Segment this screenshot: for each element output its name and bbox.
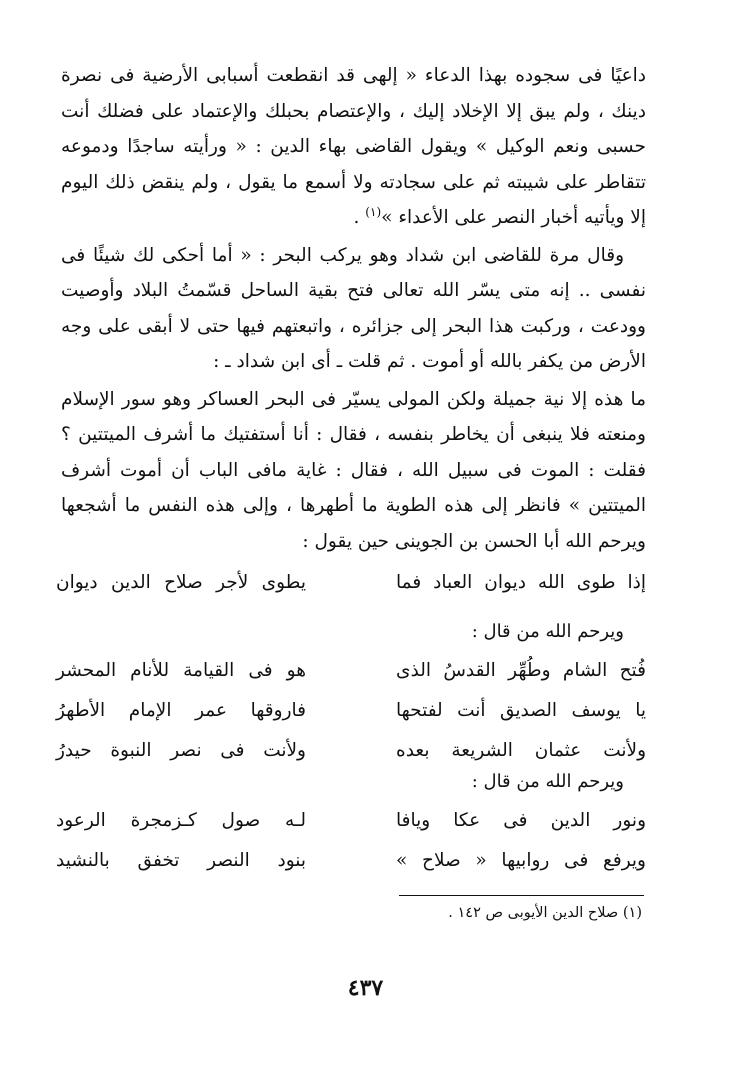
poet-intro: ويرحم الله من قال :: [471, 771, 624, 792]
poem-conquest: [56, 660, 646, 780]
verse: [56, 810, 646, 850]
poet-intro-block: [56, 614, 646, 650]
paragraph-prayer: [61, 58, 646, 236]
hemistich-second: يطوى لأجر صلاح الدين ديوان: [56, 572, 306, 593]
poet-intro: ويرحم الله من قال :: [471, 621, 624, 642]
paragraph-sea: [61, 238, 646, 380]
hemistich-first: ونور الدين فى عكا ويافا: [396, 810, 646, 831]
paragraph-text: داعيًا فى سجوده بهذا الدعاء « إلهى قد انقطعت أسبابى الأرضية فى نصرة دينك ، ولم يبق إلا الإخلاد إليك ، والإعتصام بحبلك والإعتماد على فضلك أنت حسبى ونعم الوكيل » ويقول القاضى بهاء الدين : « ورأيته ساجدًا ودموعه تتقاطر على شيبته ثم على سجادته ولا أسمع ما يقول ، ولم ينقض ذلك اليوم إلا ويأتيه أخبار النصر على الأعداء »: [61, 65, 646, 228]
footnote-divider: [399, 895, 644, 896]
poet-intro-block: [56, 764, 646, 800]
page-number: ٤٣٧: [347, 975, 384, 1001]
verse: [56, 850, 646, 890]
poem-juwayni: [56, 572, 646, 612]
footnote-ref: (١): [365, 204, 382, 219]
hemistich-second: بنود النصر تخفق بالنشيد: [56, 850, 306, 871]
hemistich-first: فُتح الشام وطُهِّر القدسُ الذى: [396, 660, 646, 681]
footnote-marker: (١): [622, 905, 642, 921]
hemistich-second: لـه صول كـزمجرة الرعود: [56, 810, 306, 831]
hemistich-second: هو فى القيامة للأنام المحشر: [56, 660, 306, 681]
verse: [56, 572, 646, 612]
paragraph-tail: .: [353, 207, 366, 228]
hemistich-first: ولأنت عثمان الشريعة بعده: [396, 740, 646, 761]
footnote: [448, 905, 642, 921]
hemistich-first: يا يوسف الصديق أنت لفتحها: [396, 700, 646, 721]
hemistich-first: ويرفع فى روابيها « صلاح »: [396, 850, 646, 871]
hemistich-second: فاروقها عمر الإمام الأطهرُ: [56, 700, 306, 721]
paragraph-text: ما هذه إلا نية جميلة ولكن المولى يسيّر فى البحر العساكر وهو سور الإسلام ومنعته فلا ينبغى أن يخاطر بنفسه ، فقال : أنا أستفتيك ما أشرف الميتتين ؟ فقلت : الموت فى سبيل الله ، فقال : غاية مافى الباب أن أموت أشرف الميتتين » فانظر إلى هذه الطوية ما أطهرها ، وإلى هذه النفس ما أشجعها ويرحم الله أبا الحسن بن الجوينى حين يقول :: [61, 388, 646, 552]
hemistich-second: ولأنت فى نصر النبوة حيدرُ: [56, 740, 306, 761]
verse: [56, 660, 646, 700]
paragraph-text: وقال مرة للقاضى ابن شداد وهو يركب البحر : « أما أحكى لك شيئًا فى نفسى .. إنه متى يسّر الله تعالى فتح بقية الساحل قسّمتُ البلاد وأوصيت وودعت ، وركبت هذا البحر إلى جزائره ، واتبعتهم فيها حتى لا أبقى على وجه الأرض من يكفر بالله أو أموت . ثم قلت ـ أى ابن شداد ـ :: [61, 244, 646, 372]
footnote-text: صلاح الدين الأيوبى ص ١٤٢ .: [448, 905, 619, 921]
paragraph-intention: [61, 382, 646, 560]
hemistich-first: إذا طوى الله ديوان العباد فما: [396, 572, 646, 593]
verse: [56, 700, 646, 740]
poem-nur-al-din: [56, 810, 646, 890]
prose-body: [61, 58, 646, 559]
